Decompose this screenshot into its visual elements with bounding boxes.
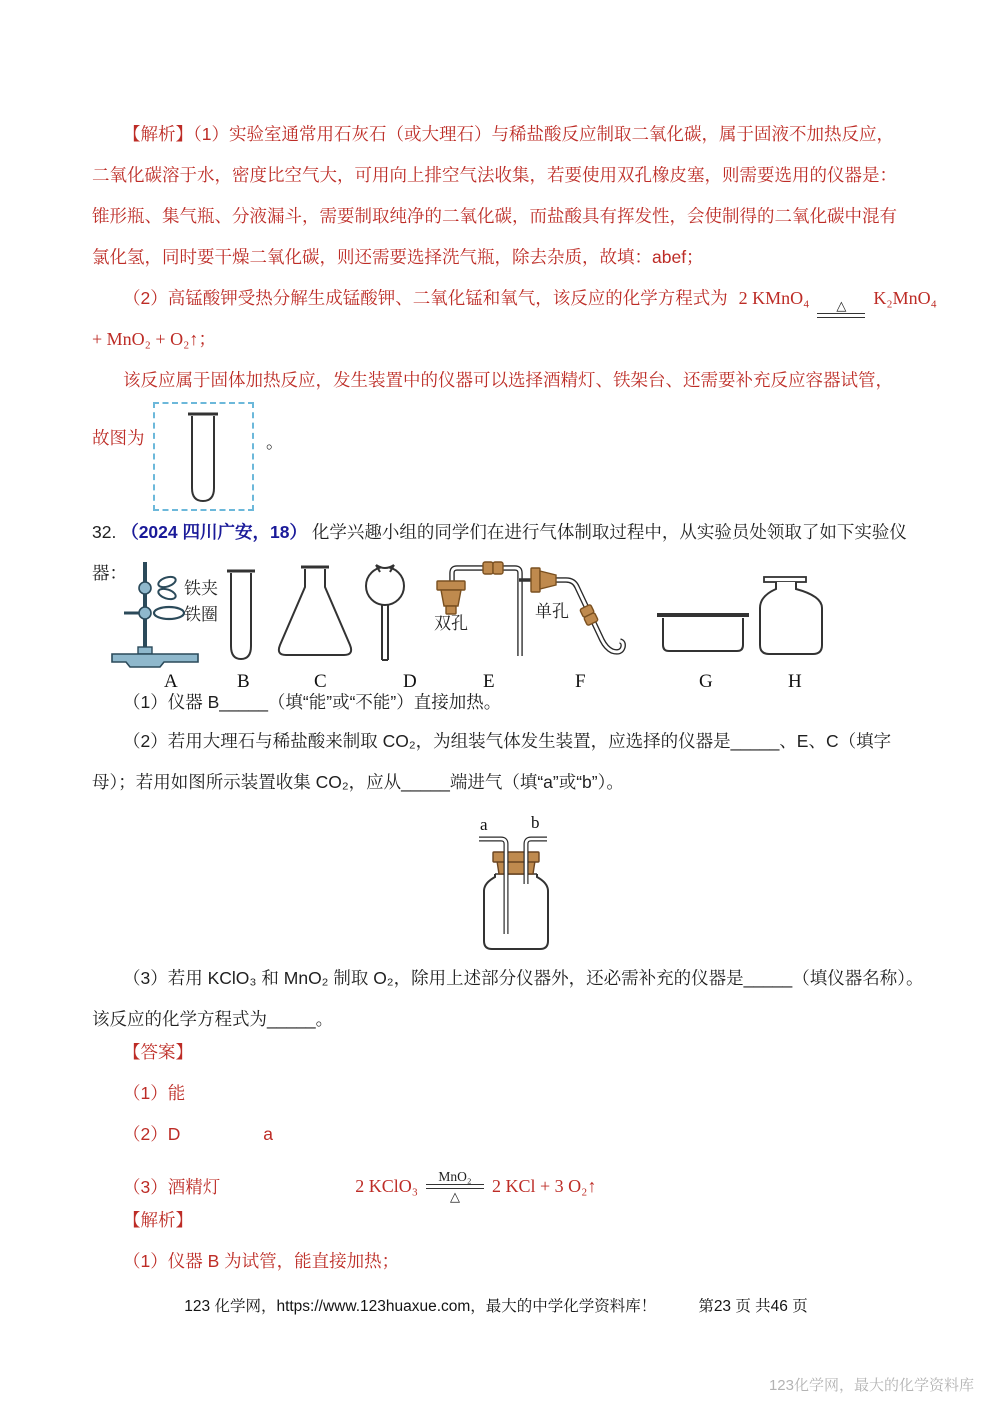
double-line bbox=[817, 313, 865, 318]
port-b-label: b bbox=[531, 813, 540, 832]
test-tube-icon bbox=[155, 404, 252, 509]
analysis-line: 氯化氢，同时要干燥二氧化碳，则还需要选择洗气瓶，除去杂质，故填：abef； bbox=[92, 247, 704, 267]
apparatus-label-g: G bbox=[699, 671, 713, 692]
footer-page-number: 第23 页 共46 页 bbox=[698, 1298, 808, 1315]
sub2-line2: 母）；若用如图所示装置收集 CO₂，应从_____端进气（填“a”或“b”）。 bbox=[92, 772, 624, 792]
answer-1: （1）能 bbox=[123, 1083, 186, 1103]
two-hole-label: 双孔 bbox=[434, 614, 468, 633]
sub2-line1: （2）若用大理石与稀盐酸来制取 CO₂，为组装气体发生装置，应选择的仪器是_____、E、C（填字 bbox=[123, 731, 892, 751]
gas-washing-bottle-figure bbox=[455, 806, 585, 963]
question-source: （2024 四川广安，18） bbox=[121, 522, 307, 542]
answer-2 bbox=[92, 1114, 922, 1155]
apparatus-label-h: H bbox=[788, 671, 802, 692]
equation2-lhs: 2 KClO₃ bbox=[355, 1175, 419, 1196]
question-stem-text: 化学兴趣小组的同学们在进行气体制取过程中，从实验员处领取了如下实验仪器： bbox=[92, 522, 907, 583]
figure-caption: 故图为 bbox=[92, 428, 145, 448]
sub-question-1 bbox=[92, 682, 922, 723]
sub1-text: （1）仪器 B_____（填“能”或“不能”）直接加热。 bbox=[123, 692, 502, 712]
analysis-bottom-section bbox=[92, 1200, 922, 1282]
apparatus-label-d: D bbox=[403, 671, 417, 692]
delta-symbol: △ bbox=[450, 1188, 461, 1204]
answer-2-label: （2）D bbox=[123, 1124, 181, 1144]
gas-bottle-icon bbox=[760, 577, 822, 654]
sub3-line1: （3）若用 KClO₃ 和 MnO₂ 制取 O₂，除用上述部分仪器外，还必需补充的仪器是_____（填仪器名称）。 bbox=[123, 968, 924, 988]
bent-tube-two-hole-icon bbox=[434, 562, 520, 656]
reaction-condition-mno2-delta bbox=[426, 1169, 484, 1204]
analysis-line-equation bbox=[92, 278, 937, 319]
question-number: 32. bbox=[92, 522, 117, 542]
apparatus-figure bbox=[100, 556, 880, 701]
port-a-label: a bbox=[480, 815, 488, 834]
bottle-body bbox=[484, 874, 548, 949]
water-trough-icon bbox=[657, 615, 749, 651]
equation2-rhs: 2 KCl + 3 O₂↑ bbox=[492, 1175, 597, 1196]
watermark: 123化学网，最大的化学资料库 bbox=[768, 1377, 974, 1394]
sub-question-3 bbox=[92, 958, 922, 1040]
answer-2-value: a bbox=[263, 1124, 273, 1144]
page-footer bbox=[0, 1294, 992, 1320]
analysis-line: 二氧化碳溶于水，密度比空气大，可用向上排空气法收集，若要使用双孔橡皮塞，则需要选用的仪器是： bbox=[92, 165, 897, 185]
test-tube-b-icon bbox=[227, 571, 255, 659]
analysis-line: 【解析】（1）实验室通常用石灰石（或大理石）与稀盐酸反应制取二氧化碳，属于固液不加热反应， bbox=[123, 124, 894, 144]
analysis-line: 该反应属于固体加热反应，发生装置中的仪器可以选择酒精灯、铁架台、还需要补充反应容器试管， bbox=[123, 370, 893, 390]
footer-site-text: 123 化学网，https://www.123huaxue.com，最大的中学化学资料库！ bbox=[184, 1298, 657, 1315]
answer-3-label: （3）酒精灯 bbox=[123, 1176, 221, 1197]
figure-period: 。 bbox=[266, 432, 284, 452]
bent-tube-one-hole-icon bbox=[519, 568, 623, 652]
one-hole-label: 单孔 bbox=[535, 602, 569, 621]
bottle-stopper bbox=[497, 861, 535, 874]
sub-question-2 bbox=[92, 721, 922, 803]
analysis-bottom-line: （1）仪器 B 为试管，能直接加热； bbox=[123, 1251, 400, 1271]
clamp-label: 铁夹 bbox=[184, 579, 218, 598]
apparatus-label-b: B bbox=[237, 671, 250, 692]
apparatus-label-c: C bbox=[314, 671, 327, 692]
reaction-condition-delta bbox=[817, 298, 865, 318]
delta-symbol: △ bbox=[836, 298, 847, 313]
apparatus-label-a: A bbox=[164, 671, 178, 692]
equation1-rhs: K₂MnO₄ bbox=[873, 288, 937, 308]
ring-label: 铁圈 bbox=[184, 605, 218, 624]
catalyst-label: MnO₂ bbox=[438, 1168, 472, 1184]
equation1-prefix: （2）高锰酸钾受热分解生成锰酸钾、二氧化锰和氧气，该反应的化学方程式为 bbox=[123, 288, 728, 308]
analysis-line: 锥形瓶、集气瓶、分液漏斗，需要制取纯净的二氧化碳，而盐酸具有挥发性，会使制得的二氧化碳中混有 bbox=[92, 206, 897, 226]
long-neck-funnel-icon bbox=[366, 565, 404, 660]
test-tube-figure-box bbox=[153, 402, 254, 511]
conical-flask-icon bbox=[279, 567, 351, 655]
analysis-line-equation-cont: + MnO₂ + O₂↑； bbox=[92, 329, 217, 349]
sub3-line2: 该反应的化学方程式为_____。 bbox=[92, 1009, 334, 1029]
equation1-lhs: 2 KMnO₄ bbox=[738, 288, 810, 308]
answer-section bbox=[92, 1032, 922, 1155]
analysis-top-paragraph bbox=[92, 114, 937, 401]
iron-stand-icon bbox=[112, 562, 218, 667]
apparatus-label-f: F bbox=[575, 671, 586, 692]
apparatus-label-e: E bbox=[483, 671, 495, 692]
analysis-bottom-header: 【解析】 bbox=[123, 1210, 193, 1230]
answer-header: 【答案】 bbox=[123, 1042, 193, 1062]
